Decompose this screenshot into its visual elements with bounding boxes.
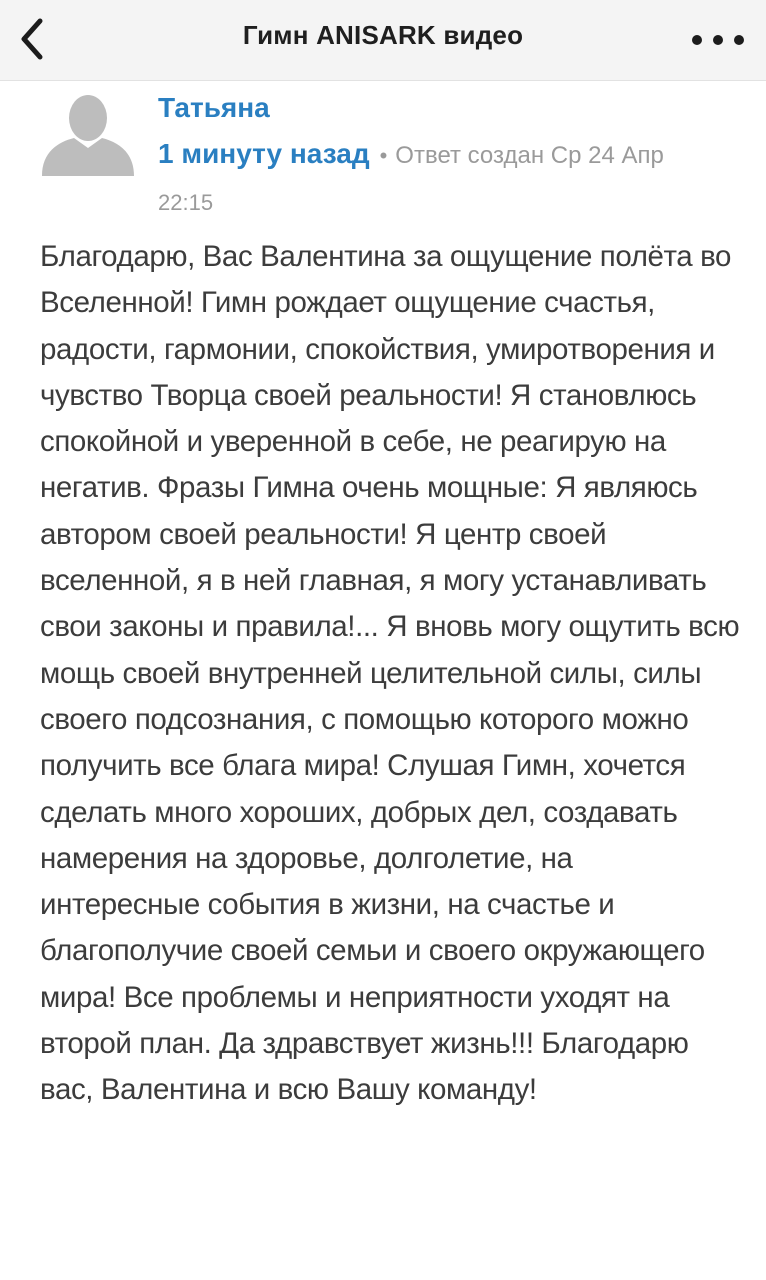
meta-separator: •	[379, 143, 388, 168]
default-user-avatar-icon	[42, 88, 134, 176]
comment-author-name[interactable]: Татьяна	[158, 92, 270, 123]
avatar[interactable]	[42, 88, 134, 176]
comment-time-ago[interactable]: 1 минуту назад	[158, 138, 370, 169]
page-title: Гимн ANISARK видео	[242, 20, 524, 50]
ellipsis-icon	[692, 35, 702, 45]
comment-created-label: Ответ создан Ср 24 Апр	[395, 142, 664, 169]
ellipsis-dot	[734, 35, 744, 45]
more-options-button[interactable]	[692, 24, 744, 56]
comment-created-time: 22:15	[158, 190, 214, 215]
ellipsis-dot	[713, 35, 723, 45]
top-navigation-bar	[0, 0, 766, 81]
comment-meta	[158, 138, 664, 170]
comment-text: Благодарю, Вас Валентина за ощущение полёта во Вселенной! Гимн рождает ощущение счастья, радости, гармонии, спокойствия, умиротворения и чувство Творца своей реальности! Я становлюсь спокойной и уверенной в себе, не реагирую на негатив. Фразы Гимна очень мощные: Я являюсь автором своей реальности! Я центр своей вселенной, я в ней главная, я могу устанавливать свои законы и правила!... Я вновь могу ощутить всю мощь своей внутренней целительной силы, силы своего подсознания, с помощью которого можно получить все блага мира! Слушая Гимн, хочется сделать много хороших, добрых дел, создавать намерения на здоровье, долголетие, на интересные события в жизни, на счастье и благополучие своей семьи и своего окружающего мира! Все проблемы и неприятности уходят на второй план. Да здравствует жизнь!!! Благодарю вас, Валентина и всю Вашу команду!	[40, 240, 740, 1107]
